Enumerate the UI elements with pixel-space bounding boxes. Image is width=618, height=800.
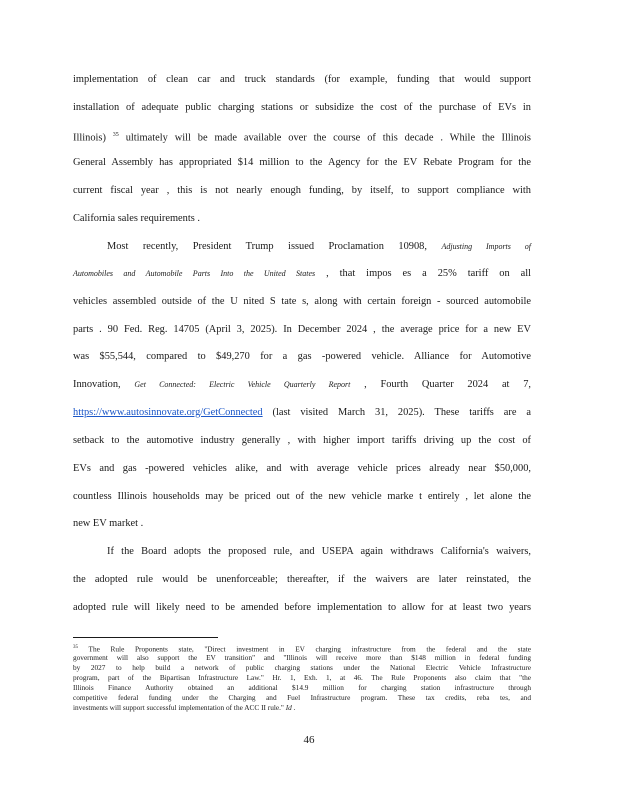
text-run: (last visited March 31, 2025). These tariffs are a bbox=[272, 407, 531, 418]
italic-title: Adjusting Imports of bbox=[441, 242, 531, 251]
text-run: , Fourth Quarter 2024 at 7, bbox=[364, 379, 531, 390]
body-line bbox=[107, 240, 531, 254]
body-line: adopted rule will likely need to be amended before implementation to allow for at least two years bbox=[73, 602, 531, 613]
body-line: current fiscal year , this is not nearly enough funding, by itself, to support compliance with bbox=[73, 185, 531, 196]
body-line: the adopted rule would be unenforceable; thereafter, if the waivers are later reinstated, the bbox=[73, 574, 531, 585]
footnote-line: by 2027 to help build a network of public charging stations under the National Electric Vehicle Infrastructure bbox=[73, 663, 531, 672]
body-line: General Assembly has appropriated $14 million to the Agency for the EV Rebate Program for the bbox=[73, 157, 531, 168]
body-line: was $55,544, compared to $49,270 for a gas -powered vehicle. Alliance for Automotive bbox=[73, 351, 531, 362]
footnote-marker: 35 bbox=[73, 645, 78, 650]
body-line bbox=[73, 406, 531, 420]
body-line: setback to the automotive industry generally , with higher import tariffs driving up the cost of bbox=[73, 435, 531, 446]
body-line: parts . 90 Fed. Reg. 14705 (April 3, 2025). In December 2024 , the average price for a new EV bbox=[73, 324, 531, 335]
text-run: ultimately will be made available over the course of this decade . While the Illinois bbox=[125, 132, 531, 144]
body-line: If the Board adopts the proposed rule, and USEPA again withdraws California's waivers, bbox=[107, 546, 531, 557]
text-run: Innovation, bbox=[73, 379, 121, 390]
body-line bbox=[73, 128, 531, 145]
footnote-line: government will also support the EV transition" and "Illinois will receive more than $148 million in federal funding bbox=[73, 653, 531, 662]
footnote-line: competitive federal funding under the Charging and Fuel Infrastructure program. These tax credits, reba tes, and bbox=[73, 693, 531, 702]
text-run: Illinois) bbox=[73, 132, 106, 144]
text-run: investments will support successful implementation of the ACC II rule." bbox=[73, 703, 284, 712]
body-line: California sales requirements . bbox=[73, 213, 200, 224]
body-line: EVs and gas -powered vehicles alike, and with average vehicle prices already near $50,000, bbox=[73, 463, 531, 474]
footnote-line: Illinois Finance Authority obtained an additional $14.9 million for charging station infrastructure through bbox=[73, 683, 531, 692]
italic-title: Automobiles and Automobile Parts Into the United States bbox=[73, 269, 316, 278]
body-line: implementation of clean car and truck standards (for example, funding that would support bbox=[73, 74, 531, 85]
body-line: new EV market . bbox=[73, 518, 144, 529]
footnote-line: program, part of the Bipartisan Infrastructure Law." Hr. 1, Exh. 1, at 46. The Rule Proponents also claim that "the bbox=[73, 673, 531, 682]
italic-title: Get Connected: Electric Vehicle Quarterly Report bbox=[134, 380, 351, 389]
body-line: countless Illinois households may be priced out of the new vehicle marke t entirely , let alone the bbox=[73, 491, 531, 502]
text-run: The Rule Proponents state, "Direct investment in EV charging infrastructure from the federal and the state bbox=[88, 644, 531, 654]
body-line: vehicles assembled outside of the U nited S tate s, along with certain foreign - sourced automobile bbox=[73, 296, 531, 307]
page-number: 46 bbox=[303, 734, 315, 746]
footnote-divider bbox=[73, 637, 218, 638]
body-line bbox=[73, 378, 531, 392]
text-run: , that impos es a 25% tariff on all bbox=[326, 268, 531, 279]
body-line bbox=[73, 267, 531, 281]
text-run: Most recently, President Trump issued Proclamation 10908, bbox=[107, 241, 427, 252]
footnote-line bbox=[73, 703, 531, 713]
body-line: installation of adequate public charging stations or subsidize the cost of the purchase of EVs in bbox=[73, 102, 531, 113]
hyperlink[interactable]: https://www.autosinnovate.org/GetConnected bbox=[73, 407, 263, 418]
text-run: Id . bbox=[285, 703, 296, 712]
footnote-ref[interactable]: 35 bbox=[112, 132, 119, 138]
